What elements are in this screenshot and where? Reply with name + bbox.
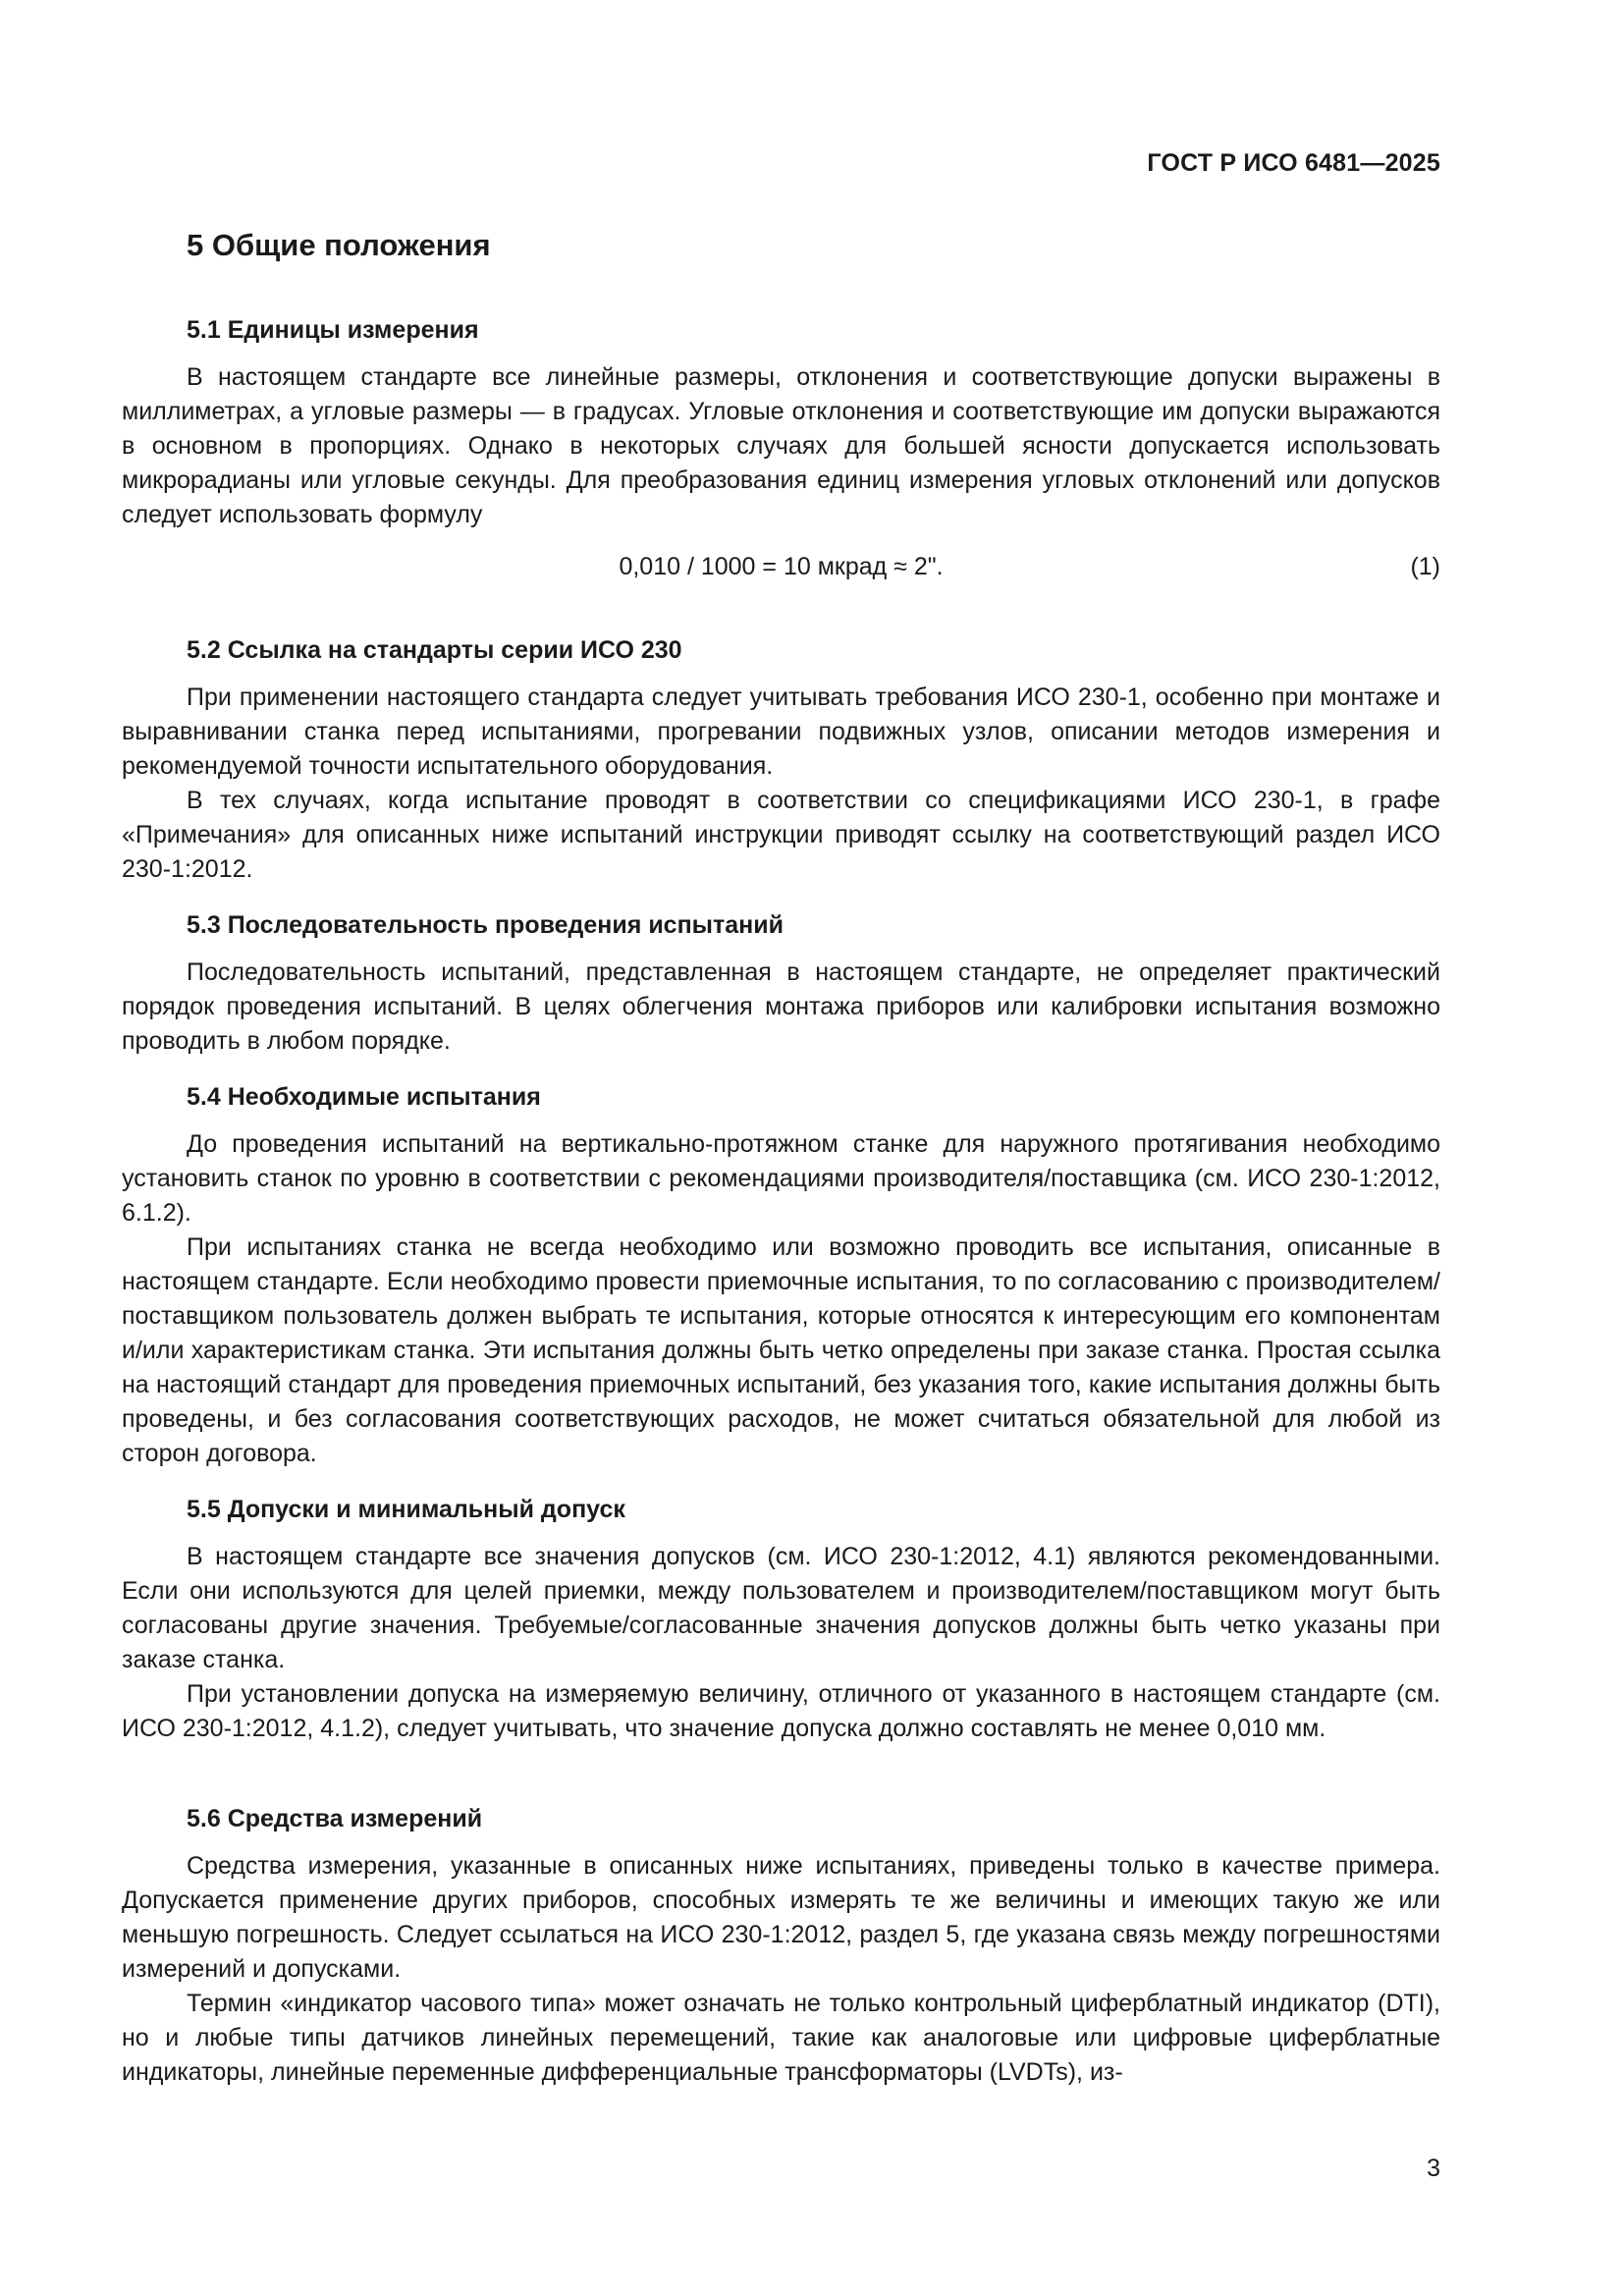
- paragraph: В тех случаях, когда испытание проводят в соответствии со спецификациями ИСО 230-1, в графе «Примечания» для описанных ниже испытаний инструкции приводят ссылку на соответствующий раздел ИСО 230-1:2012.: [122, 787, 1440, 883]
- paragraph: При испытаниях станка не всегда необходимо или возможно проводить все испытания, описанные в настоящем стандарте. Если необходимо провести приемочные испытания, то по согласованию с производителем/поставщиком пользователь должен выбрать те испытания, которые относятся к интересующим его компонентам и/или характеристикам станка. Эти испытания должны быть четко определены при заказе станка. Простая ссылка на настоящий стандарт для проведения приемочных испытаний, без указания того, какие испытания должны быть проведены, и без согласования соответствующих расходов, не может считаться обязательной для любой из сторон договора.: [122, 1233, 1440, 1467]
- subsection-title-5-2: 5.2 Ссылка на стандарты серии ИСО 230: [187, 636, 682, 664]
- subsection-title-5-1: 5.1 Единицы измерения: [187, 316, 479, 344]
- paragraph: Последовательность испытаний, представленная в настоящем стандарте, не определяет практический порядок проведения испытаний. В целях облегчения монтажа приборов или калибровки испытания возможно проводить в любом порядке.: [122, 958, 1440, 1055]
- paragraph: До проведения испытаний на вертикально-протяжном станке для наружного протягивания необходимо установить станок по уровню в соответствии с рекомендациями производителя/поставщика (см. ИСО 230-1:2012, 6.1.2).: [122, 1130, 1440, 1227]
- paragraph: В настоящем стандарте все линейные размеры, отклонения и соответствующие допуски выражены в миллиметрах, а угловые размеры — в градусах. Угловые отклонения и соответствующие им допуски выражаются в основном в пропорциях. Однако в некоторых случаях для большей ясности допускается использовать микрорадианы или угловые секунды. Для преобразования единиц измерения угловых отклонений или допусков следует использовать формулу: [122, 363, 1440, 528]
- paragraph: При применении настоящего стандарта следует учитывать требования ИСО 230-1, особенно при монтаже и выравнивании станка перед испытаниями, прогревании подвижных узлов, описании методов измерения и рекомендуемой точности испытательного оборудования.: [122, 683, 1440, 780]
- formula-number: (1): [1410, 553, 1440, 580]
- page-number: 3: [1427, 2155, 1440, 2182]
- paragraph: Термин «индикатор часового типа» может означать не только контрольный циферблатный индикатор (DTI), но и любые типы датчиков линейных перемещений, такие как аналоговые или цифровые циферблатные индикаторы, линейные переменные дифференциальные трансформаторы (LVDTs), из-: [122, 1990, 1440, 2086]
- subsection-title-5-3: 5.3 Последовательность проведения испытаний: [187, 911, 784, 939]
- paragraph: Средства измерения, указанные в описанных ниже испытаниях, приведены только в качестве примера. Допускается применение других приборов, способных измерять те же величины и имеющих такую же или меньшую погрешность. Следует ссылаться на ИСО 230-1:2012, раздел 5, где указана связь между погрешностями измерений и допусками.: [122, 1852, 1440, 1983]
- paragraph: При установлении допуска на измеряемую величину, отличного от указанного в настоящем стандарте (см. ИСО 230-1:2012, 4.1.2), следует учитывать, что значение допуска должно составлять не менее 0,010 мм.: [122, 1680, 1440, 1742]
- subsection-title-5-5: 5.5 Допуски и минимальный допуск: [187, 1496, 625, 1523]
- formula: [122, 553, 1440, 587]
- page-header: ГОСТ Р ИСО 6481—2025: [1147, 149, 1440, 177]
- subsection-title-5-4: 5.4 Необходимые испытания: [187, 1083, 541, 1111]
- formula-text: 0,010 / 1000 = 10 мкрад ≈ 2".: [619, 553, 944, 580]
- paragraph: В настоящем стандарте все значения допусков (см. ИСО 230-1:2012, 4.1) являются рекомендованными. Если они используются для целей приемки, между пользователем и производителем/поставщиком могут быть согласованы другие значения. Требуемые/согласованные значения допусков должны быть четко указаны при заказе станка.: [122, 1543, 1440, 1673]
- subsection-title-5-6: 5.6 Средства измерений: [187, 1805, 483, 1832]
- section-title: 5 Общие положения: [187, 228, 491, 262]
